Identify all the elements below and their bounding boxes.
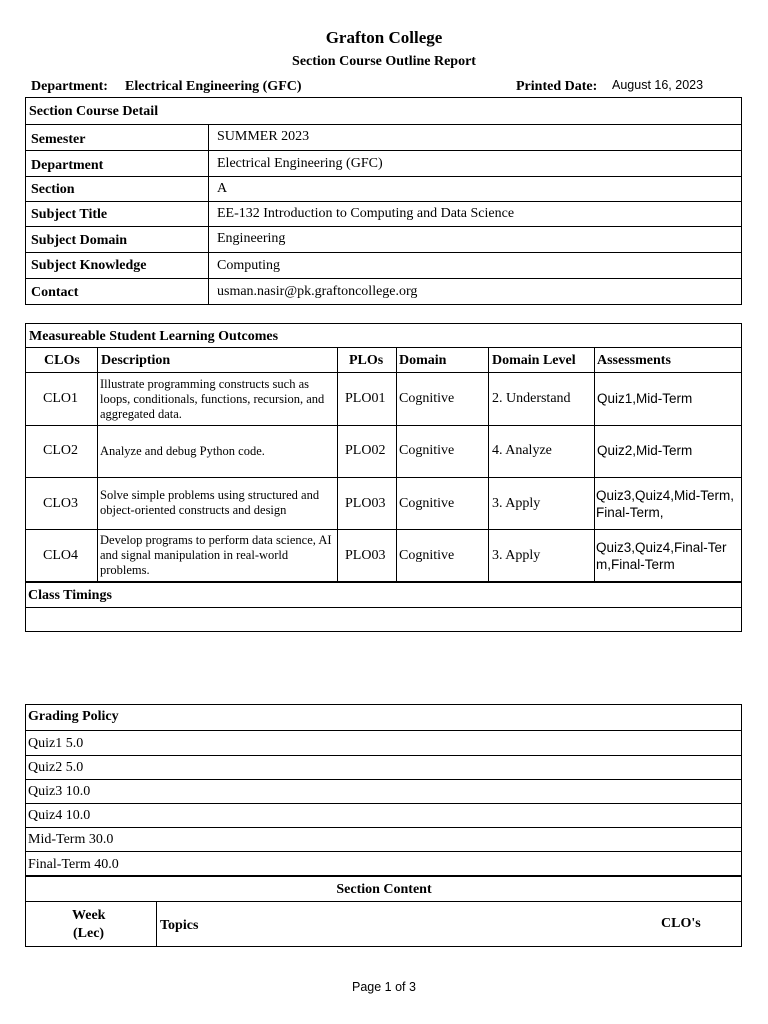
grading-item-quiz1: Quiz1 5.0 [28, 736, 84, 751]
outcomes-heading: Measureable Student Learning Outcomes [29, 329, 279, 344]
lec-label: (Lec) [73, 926, 105, 941]
grading-item-finalterm: Final-Term 40.0 [28, 857, 119, 872]
clo2-plo: PLO02 [345, 443, 386, 458]
clo4-id: CLO4 [43, 548, 78, 563]
clo3-description: Solve simple problems using structured and object-oriented constructs and design [100, 488, 320, 517]
section-detail-heading: Section Course Detail [29, 104, 159, 119]
col-plos: PLOs [349, 353, 384, 368]
clo3-level: 3. Apply [492, 496, 541, 511]
clo3-assessments: Quiz3,Quiz4,Mid-Term,Final-Term, [596, 488, 735, 520]
printed-date-value: August 16, 2023 [612, 78, 704, 92]
clo4-level: 3. Apply [492, 548, 541, 563]
clo2-assessments: Quiz2,Mid-Term [597, 443, 693, 458]
clo1-plo: PLO01 [345, 391, 386, 406]
printed-date-label: Printed Date: [516, 79, 598, 94]
detail-label-section: Section [31, 182, 75, 197]
clo1-domain: Cognitive [399, 391, 455, 406]
detail-value-contact: usman.nasir@pk.graftoncollege.org [217, 284, 418, 299]
detail-label-subject-knowledge: Subject Knowledge [31, 258, 147, 273]
clo3-domain: Cognitive [399, 496, 455, 511]
detail-label-subject-title: Subject Title [31, 207, 108, 222]
grading-item-quiz3: Quiz3 10.0 [28, 784, 91, 799]
detail-value-department: Electrical Engineering (GFC) [217, 156, 383, 171]
col-assessments: Assessments [597, 353, 671, 368]
grading-item-midterm: Mid-Term 30.0 [28, 832, 114, 847]
clo1-description: Illustrate programming constructs such as loops, conditionals, functions, recursion, and aggregated data. [100, 377, 325, 421]
clo2-domain: Cognitive [399, 443, 455, 458]
col-domain-level: Domain Level [492, 353, 576, 368]
department-label: Department: [31, 79, 108, 94]
clo4-domain: Cognitive [399, 548, 455, 563]
grading-heading: Grading Policy [28, 709, 119, 724]
college-name: Grafton College [325, 28, 443, 47]
detail-value-subject-domain: Engineering [217, 231, 286, 246]
department-value: Electrical Engineering (GFC) [125, 79, 302, 94]
col-clos: CLOs [44, 353, 80, 368]
clo2-description: Analyze and debug Python code. [100, 444, 265, 458]
clo2-level: 4. Analyze [492, 443, 552, 458]
detail-value-semester: SUMMER 2023 [217, 129, 310, 144]
report-title: Section Course Outline Report [292, 54, 476, 69]
clo1-assessments: Quiz1,Mid-Term [597, 391, 693, 406]
detail-value-section: A [217, 181, 228, 196]
grading-item-quiz4: Quiz4 10.0 [28, 808, 91, 823]
section-content-heading: Section Content [336, 882, 432, 897]
detail-label-contact: Contact [31, 285, 79, 300]
topics-label: Topics [160, 918, 199, 933]
detail-label-subject-domain: Subject Domain [31, 233, 128, 248]
clo1-id: CLO1 [43, 391, 78, 406]
col-description: Description [101, 353, 171, 368]
page-number: Page 1 of 3 [352, 980, 416, 994]
class-timings-heading: Class Timings [28, 588, 112, 603]
detail-label-semester: Semester [31, 132, 86, 147]
col-domain: Domain [399, 353, 447, 368]
clo2-id: CLO2 [43, 443, 78, 458]
clo4-description: Develop programs to perform data science, AI and signal manipulation in real-world problems. [100, 533, 332, 577]
week-label: Week [72, 908, 106, 923]
detail-value-subject-knowledge: Computing [217, 258, 281, 273]
clo3-plo: PLO03 [345, 496, 386, 511]
clo4-plo: PLO03 [345, 548, 386, 563]
clos-label: CLO's [661, 916, 701, 931]
clo1-level: 2. Understand [492, 391, 571, 406]
clo4-assessments: Quiz3,Quiz4,Final-Term,Final-Term [596, 540, 727, 572]
grading-item-quiz2: Quiz2 5.0 [28, 760, 84, 775]
detail-label-department: Department [31, 158, 104, 173]
detail-value-subject-title: EE-132 Introduction to Computing and Data Science [217, 206, 515, 221]
clo3-id: CLO3 [43, 496, 78, 511]
